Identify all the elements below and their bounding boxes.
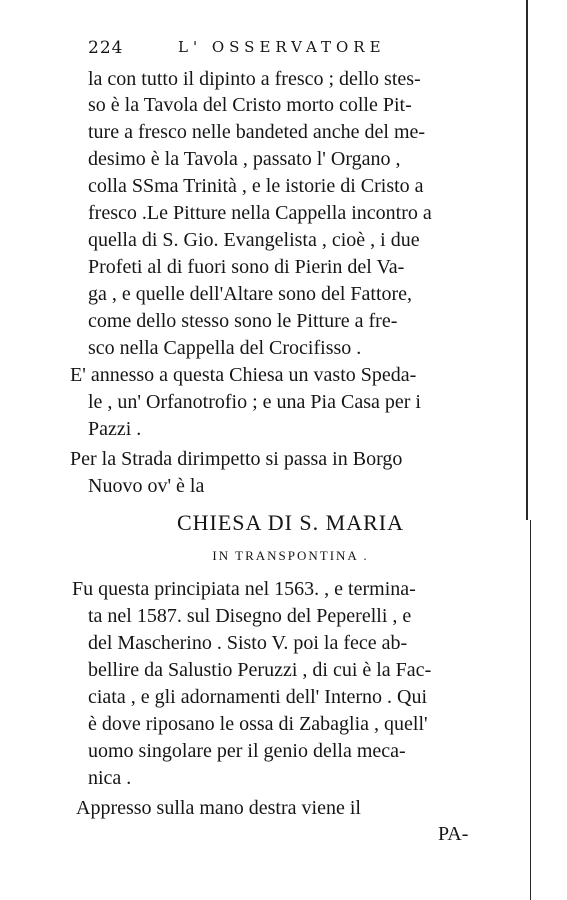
text-line: del Mascherino . Sisto V. poi la fece ab-: [88, 632, 408, 654]
page-edge-line: [530, 520, 531, 900]
text-line: è dove riposano le ossa di Zabaglia , quell': [88, 713, 428, 735]
text-line: sco nella Cappella del Crocifisso .: [88, 337, 362, 359]
text-line: bellire da Salustio Peruzzi , di cui è la Fac-: [88, 659, 432, 681]
text-line: Per la Strada dirimpetto si passa in Borgo: [70, 448, 403, 470]
text-line: quella di S. Gio. Evangelista , cioè , i due: [88, 229, 420, 251]
text-line: desimo è la Tavola , passato l' Organo ,: [88, 148, 401, 170]
text-line: la con tutto il dipinto a fresco ; dello stes-: [88, 68, 421, 90]
text-line: ture a fresco nelle bandeted anche del me-: [88, 121, 426, 143]
section-subtitle: IN TRANSPONTINA .: [212, 548, 369, 563]
text-line: uomo singolare per il genio della meca-: [88, 740, 406, 762]
catchword: PA-: [438, 823, 469, 845]
text-line: ciata , e gli adornamenti dell' Interno . Qui: [88, 686, 428, 708]
text-line: Nuovo ov' è la: [88, 475, 205, 497]
page-number: 224: [88, 38, 124, 58]
text-line: fresco .Le Pitture nella Cappella incontro a: [88, 202, 432, 224]
page-edge-line: [526, 0, 528, 520]
text-line: nica .: [88, 767, 132, 789]
text-line: le , un' Orfanotrofio ; e una Pia Casa per i: [88, 391, 421, 413]
section-title: CHIESA DI S. MARIA: [176, 510, 405, 535]
text-line: E' annesso a questa Chiesa un vasto Speda-: [70, 364, 417, 386]
text-line: Pazzi .: [88, 418, 142, 440]
text-line: Fu questa principiata nel 1563. , e termina-: [72, 578, 416, 600]
text-line: Appresso sulla mano destra viene il: [76, 797, 361, 819]
text-line: colla SSma Trinità , e le istorie di Cristo a: [88, 175, 424, 197]
text-line: come dello stesso sono le Pitture a fre-: [88, 310, 398, 332]
text-line: ta nel 1587. sul Disegno del Peperelli , e: [88, 605, 412, 627]
text-line: Profeti al di fuori sono di Pierin del Va-: [88, 256, 405, 278]
running-title: L' OSSERVATORE: [178, 38, 386, 56]
text-line: ga , e quelle dell'Altare sono del Fattore,: [88, 283, 413, 305]
text-line: so è la Tavola del Cristo morto colle Pit-: [88, 94, 412, 116]
page-header: [88, 38, 468, 64]
